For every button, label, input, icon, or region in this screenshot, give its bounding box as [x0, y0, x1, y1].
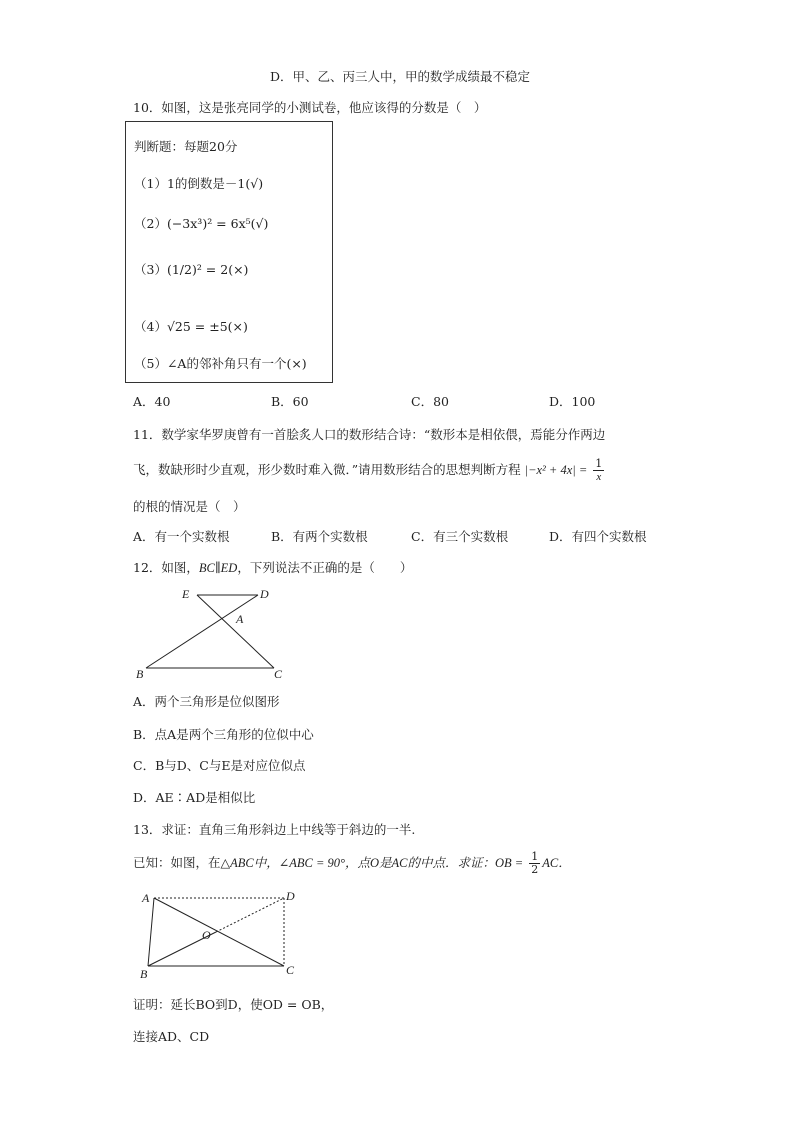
q11-option-a: A．有一个实数根 — [133, 529, 230, 544]
q13-given: 已知：如图，在△ABC中，∠ABC = 90°，点O是AC的中点．求证：OB = $\frac{1}{2}$ AC． — [133, 850, 571, 876]
q12-option-a: A．两个三角形是位似图形 — [133, 694, 280, 709]
q12-label-b: B — [136, 667, 144, 681]
q12-label-a: A — [236, 612, 244, 626]
q13-figure — [132, 886, 312, 986]
q10-stem: 10．如图，这是张亮同学的小测试卷，他应该得的分数是（ ） — [133, 100, 487, 115]
q13-proof-1: 证明：延长BO到D，使OD = OB， — [133, 997, 334, 1012]
q12-stem: 12．如图，BC∥ED，下列说法不正确的是（ ） — [133, 560, 413, 575]
q10-item-5: （5）∠A的邻补角只有一个(×) — [134, 356, 307, 371]
q11-fraction: $\frac{1}{x}$ — [595, 457, 603, 483]
q11-line-1: 11．数学家华罗庚曾有一首脍炙人口的数形结合诗：“数形本是相依偎，焉能分作两边 — [133, 427, 606, 442]
q10-item-2: （2）(−3x³)² = 6x⁵(√) — [134, 216, 269, 231]
q10-test-box — [125, 121, 333, 383]
q10-item-3: （3）(1/2)² = 2(×) — [134, 262, 249, 277]
q10-box-header: 判断题：每题20分 — [134, 139, 238, 154]
q12-figure — [130, 582, 300, 682]
q12-label-d: D — [260, 587, 269, 601]
q13-stem: 13．求证：直角三角形斜边上中线等于斜边的一半. — [133, 822, 416, 837]
q13-proof-2: 连接AD、CD — [133, 1029, 210, 1044]
q10-option-b: B．60 — [271, 394, 309, 409]
q13-label-d: D — [286, 889, 295, 903]
q12-option-d: D．AE∶AD是相似比 — [133, 790, 256, 805]
q11-option-d: D．有四个实数根 — [549, 529, 647, 544]
q11-equation: |−x² + 4x| = — [524, 463, 588, 477]
q13-fraction: $\frac{1}{2}$ — [531, 850, 539, 876]
q11-line-3: 的根的情况是（ ） — [133, 499, 246, 514]
q12-label-c: C — [274, 667, 283, 681]
q13-label-c: C — [286, 963, 295, 977]
q13-label-a: A — [142, 891, 150, 905]
q12-option-b: B．点A是两个三角形的位似中心 — [133, 727, 314, 742]
q10-option-c: C．80 — [411, 394, 449, 409]
q12-option-c: C．B与D、C与E是对应位似点 — [133, 758, 306, 773]
q11-option-b: B．有两个实数根 — [271, 529, 368, 544]
q12-label-e: E — [182, 587, 190, 601]
q13-label-b: B — [140, 967, 148, 981]
q11-line-2: 飞，数缺形时少直观，形少数时难入微．”请用数形结合的思想判断方程 |−x² + 4x| = $\frac{1}{x}$ — [133, 457, 603, 483]
q10-item-4: （4）√25 = ±5(×) — [134, 319, 248, 334]
q13-label-o: O — [202, 928, 211, 942]
q10-option-d: D．100 — [549, 394, 596, 409]
q10-item-1: （1）1的倒数是－1(√) — [134, 176, 264, 191]
q9-option-d: D．甲、乙、丙三人中，甲的数学成绩最不稳定 — [270, 69, 531, 84]
q10-option-a: A．40 — [133, 394, 171, 409]
q11-option-c: C．有三个实数根 — [411, 529, 509, 544]
